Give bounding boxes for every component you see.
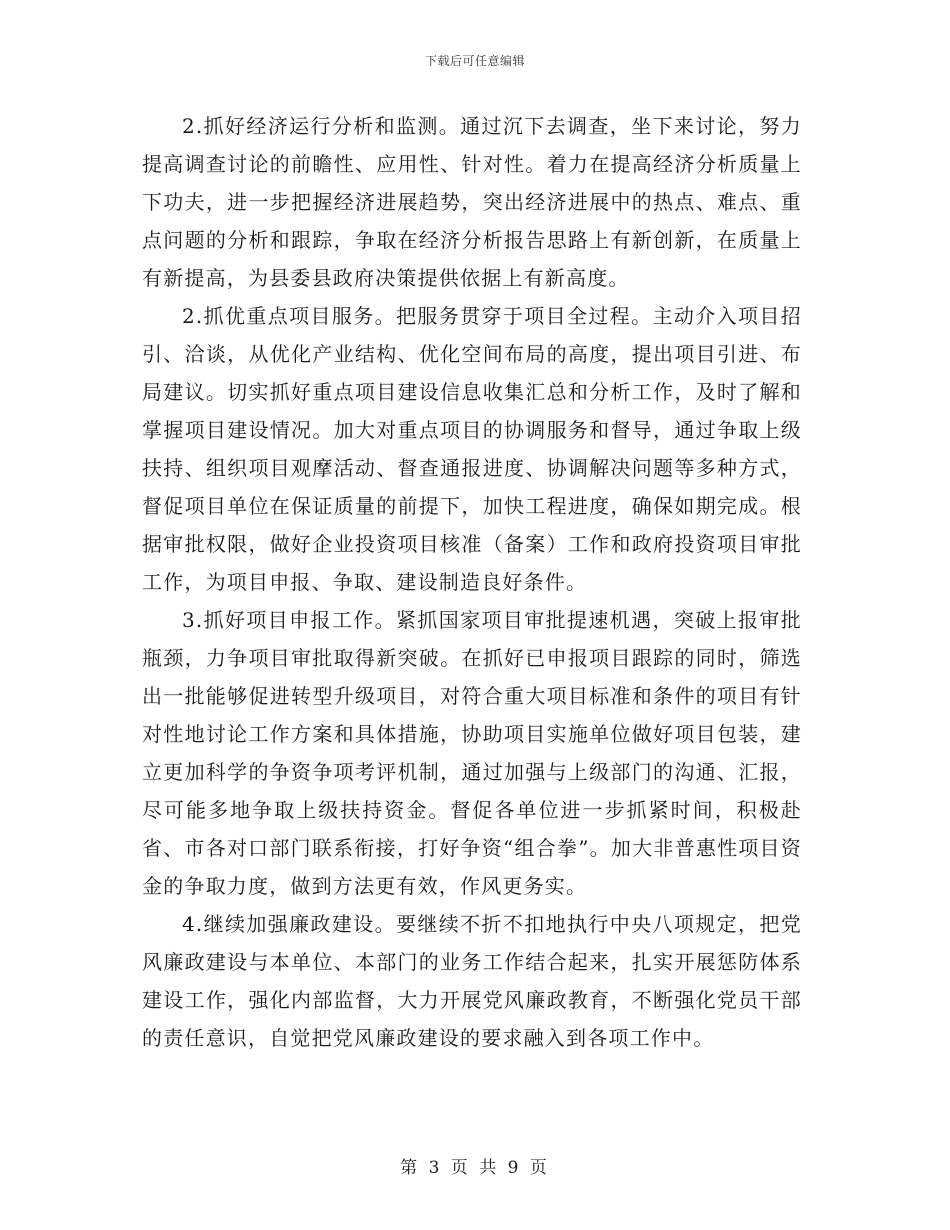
paragraph-economic-analysis: 2.抓好经济运行分析和监测。通过沉下去调查，坐下来讨论，努力提高调查讨论的前瞻性、应用性、针对性。着力在提高经济分析质量上下功夫，进一步把握经济进展趋势，突出经济进展中的热点、难点、重点问题的分析和跟踪，争取在经济分析报告思路上有新创新，在质量上有新提高，为县委县政府决策提供依据上有新高度。 bbox=[142, 114, 802, 290]
page-header: 下载后可任意编辑 bbox=[424, 54, 525, 68]
paragraph-project-service: 2.抓优重点项目服务。把服务贯穿于项目全过程。主动介入项目招引、洽谈，从优化产业结构、优化空间布局的高度，提出项目引进、布局建议。切实抓好重点项目建设信息收集汇总和分析工作，及时了解和掌握项目建设情况。加大对重点项目的协调服务和督导，通过争取上级扶持、组织项目观摩活动、督查通报进度、协调解决问题等多种方式，督促项目单位在保证质量的前提下，加快工程进度，确保如期完成。根据审批权限，做好企业投资项目核准（备案）工作和政府投资项目审批工作，为项目申报、争取、建设制造良好条件。 bbox=[142, 304, 802, 594]
page-number-footer: 第 3 页 共 9 页 bbox=[400, 1158, 550, 1178]
document-body bbox=[142, 107, 802, 1057]
paragraph-project-application: 3.抓好项目申报工作。紧抓国家项目审批提速机遇，突破上报审批瓶颈，力争项目审批取得新突破。在抓好已申报项目跟踪的同时，筛选出一批能够促进转型升级项目，对符合重大项目标准和条件的项目有针对性地讨论工作方案和具体措施，协助项目实施单位做好项目包装，建立更加科学的争资争项考评机制，通过加强与上级部门的沟通、汇报，尽可能多地争取上级扶持资金。督促各单位进一步抓紧时间，积极赴省、市各对口部门联系衔接，打好争资“组合拳”。加大非普惠性项目资金的争取力度，做到方法更有效，作风更务实。 bbox=[142, 608, 802, 898]
paragraph-integrity-building: 4.继续加强廉政建设。要继续不折不扣地执行中央八项规定，把党风廉政建设与本单位、本部门的业务工作结合起来，扎实开展惩防体系建设工作，强化内部监督，大力开展党风廉政教育，不断强化党员干部的责任意识，自觉把党风廉政建设的要求融入到各项工作中。 bbox=[142, 912, 802, 1050]
